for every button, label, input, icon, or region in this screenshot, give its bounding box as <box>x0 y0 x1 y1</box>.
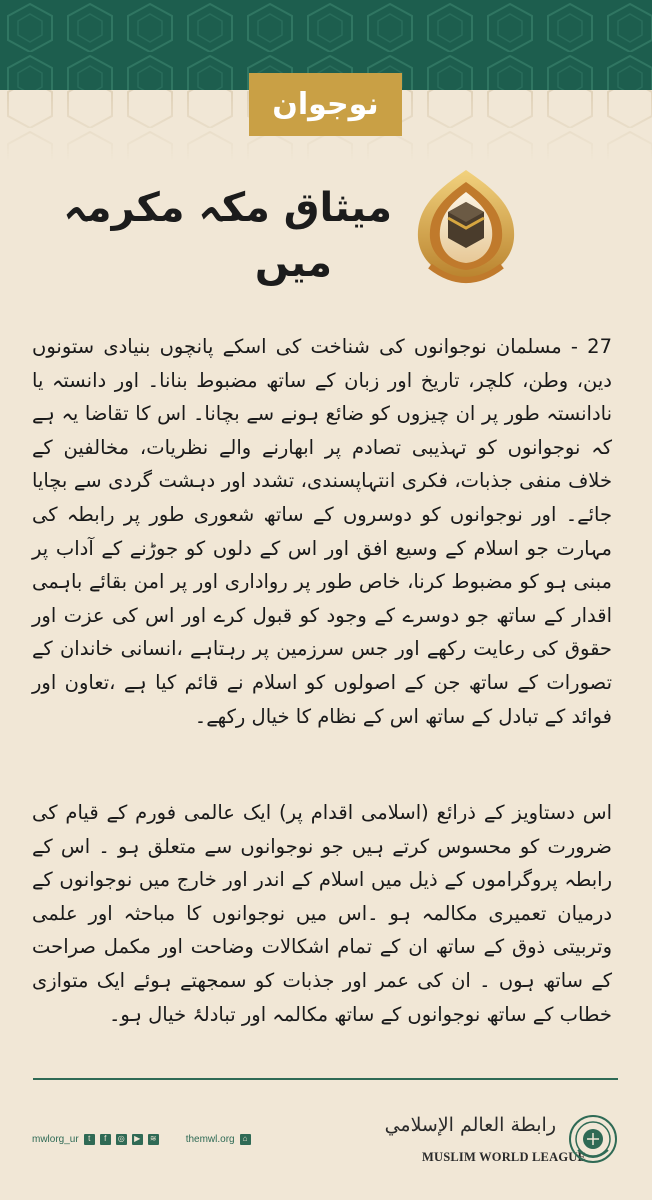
page-title-line2: میں <box>254 240 332 286</box>
kaaba-emblem-icon <box>410 166 522 290</box>
social-handle[interactable]: mwlorg_ur <box>32 1133 79 1145</box>
instagram-icon[interactable]: ◎ <box>116 1134 127 1145</box>
logo-arabic-text: رابطة العالم الإسلامي <box>384 1114 556 1136</box>
body-paragraph-1: 27 - مسلمان نوجوانوں کی شناخت کی اسکے پانچوں بنیادی ستونوں دین، وطن، کلچر، تاریخ اور زبان کے ساتھ مضبوط بنانا۔ اور دانستہ یا نادانستہ طور پر ان چیزوں کو ضائع ہونے سے بچانا۔ اس کا تقاضا یہ ہے کہ نوجوانوں کو تہذیبی تصادم پر ابھارنے والے نظریات، مخالفین کے خلاف منفی جذبات، فکری انتہاپسندی، تشدد اور دہشت گردی سے بچایا جائے۔ اور نوجوانوں کو دوسروں کے ساتھ شعوری طور پر رابطہ کی مہارت جو اسلام کے وسیع افق اور اس کے دلوں کو جوڑنے کے آداب پر مبنی ہو کو مضبوط کرنا، خاص طور پر رواداری اور پر امن بقائے باہمی اقدار کے ساتھ جو دوسرے کے وجود کو قبول کرے اور اس کی عزت اور حقوق کی رعایت رکھے اور جس سرزمین پر رہتاہے ،انسانی خاندان کے تصورات کے ساتھ جن کے اصولوں کو اسلام نے قائم کیا ہے ،تعاون اور فوائد کے تبادل کے ساتھ اس کے نظام کا خیال رکھے۔ <box>32 335 612 728</box>
footer-divider <box>33 1078 618 1080</box>
body-paragraph-2: اس دستاویز کے ذرائع (اسلامی اقدام پر) ایک عالمی فورم کے قیام کی ضرورت کو محسوس کرتے ہیں جو نوجوانوں سے متعلق ہو ۔ اس کے رابطہ پروگراموں کے ذیل میں اسلام کے اندر اور خارج میں نوجوانوں کے درمیان تعمیری مکالمہ ہو ۔اس میں نوجوانوں کا مباحثہ اور علمی وتربیتی ذوق کے ساتھ ان کے تمام اشکالات وضاحت اور مکمل صراحت کے ساتھ ہوں ۔ ان کی عمر اور جذبات کو سمجھتے ہوئے ایک متوازی خطاب کے ساتھ نوجوانوں کے ساتھ مکالمہ اور تبادلۂ خیال ہو۔ <box>32 801 612 1026</box>
page-title: میثاق مکہ مکرمہ <box>63 185 392 231</box>
footer-social <box>32 1131 251 1147</box>
facebook-icon[interactable]: f <box>100 1134 111 1145</box>
twitter-icon[interactable]: t <box>84 1134 95 1145</box>
mwl-logo <box>384 1110 618 1172</box>
home-icon[interactable]: ⌂ <box>240 1134 251 1145</box>
mwl-seal-icon <box>568 1112 618 1166</box>
soundcloud-icon[interactable]: ≋ <box>148 1134 159 1145</box>
logo-english-text: MUSLIM WORLD LEAGUE <box>422 1150 587 1164</box>
category-badge: نوجوان <box>249 73 402 136</box>
youtube-icon[interactable]: ▶ <box>132 1134 143 1145</box>
website-link[interactable]: themwl.org <box>185 1133 235 1145</box>
